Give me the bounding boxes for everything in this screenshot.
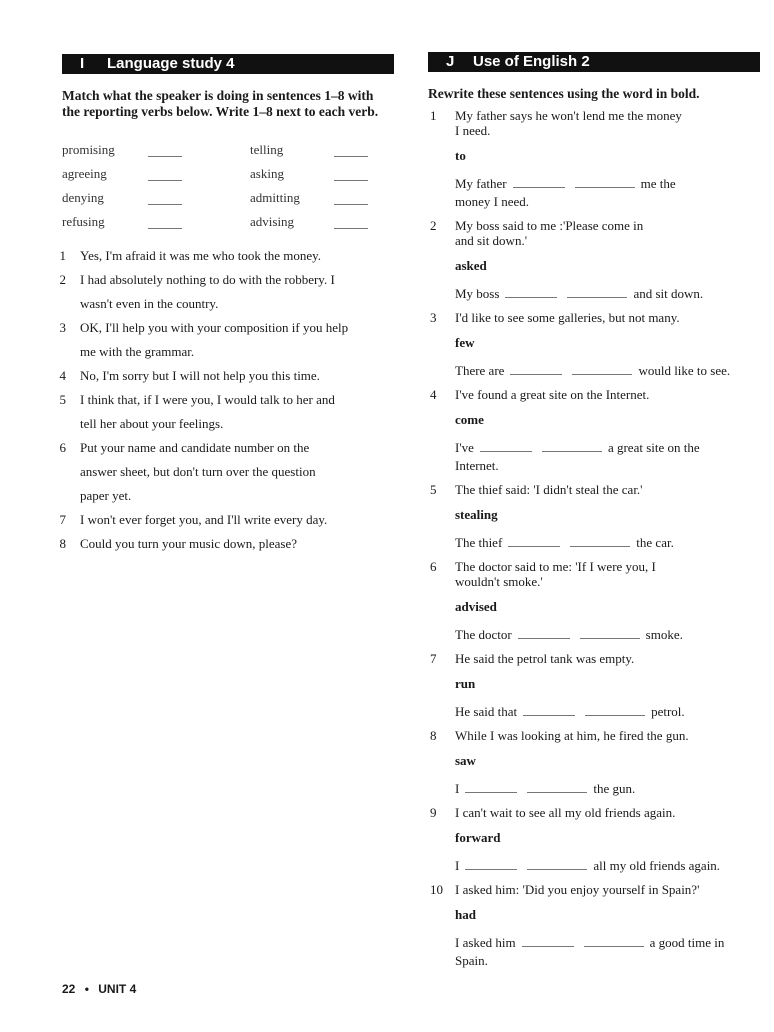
item-number: 6: [59, 440, 66, 455]
answer-blank[interactable]: [527, 782, 587, 793]
answer-start: I've: [455, 440, 474, 455]
answer-line: [455, 858, 755, 874]
answer-line: [455, 286, 755, 302]
answer-blank[interactable]: [510, 364, 562, 375]
item-number: 8: [59, 536, 66, 551]
sentence-line: I think that, if I were you, I would talk to her and: [80, 392, 335, 407]
answer-start: I asked him: [455, 935, 516, 950]
answer-start: My boss: [455, 286, 500, 301]
item-number: 2: [430, 218, 437, 233]
answer-line: [455, 363, 755, 379]
verb-answer-blank[interactable]: [148, 218, 182, 229]
original-sentence-line: wouldn't smoke.': [455, 574, 543, 589]
verb-answer-blank[interactable]: [334, 194, 368, 205]
sentence-line: tell her about your feelings.: [80, 416, 224, 431]
original-sentence-line: My boss said to me :'Please come in: [455, 218, 644, 233]
item-number: 1: [430, 108, 437, 123]
verb-answer-blank[interactable]: [334, 146, 368, 157]
section-title: Language study 4: [107, 55, 235, 72]
answer-blank[interactable]: [518, 628, 570, 639]
section-title: Use of English 2: [473, 53, 590, 70]
answer-end: a great site on the: [607, 440, 700, 455]
reporting-verb: denying: [62, 190, 104, 205]
answer-start: There are: [455, 363, 505, 378]
sentence-line: OK, I'll help you with your composition if you help: [80, 320, 349, 335]
answer-blank[interactable]: [575, 177, 635, 188]
keyword: had: [455, 907, 476, 922]
item-number: 4: [430, 387, 437, 402]
keyword: come: [455, 412, 484, 427]
original-sentence-line: My father says he won't lend me the money: [455, 108, 682, 123]
original-sentence-line: I can't wait to see all my old friends again.: [455, 805, 676, 820]
answer-end: the car.: [636, 535, 674, 550]
reporting-verb: advising: [250, 214, 295, 229]
reporting-verb: telling: [250, 142, 284, 157]
answer-start: He said that: [455, 704, 518, 719]
item-number: 10: [430, 882, 443, 897]
item-number: 6: [430, 559, 437, 574]
sentence-line: paper yet.: [80, 488, 132, 503]
item-number: 7: [59, 512, 66, 527]
answer-end: petrol.: [651, 704, 685, 719]
reporting-verb: admitting: [250, 190, 300, 205]
answer-end: me the: [640, 176, 676, 191]
original-sentence-line: I've found a great site on the Internet.: [455, 387, 650, 402]
left-instruction: Match what the speaker is doing in sentences 1–8 with the reporting verbs below. Write 1–8 next to each verb.: [62, 88, 379, 119]
answer-continuation: money I need.: [455, 194, 530, 209]
answer-line: [455, 781, 755, 797]
footer-bullet: •: [84, 982, 89, 996]
answer-blank[interactable]: [580, 628, 640, 639]
keyword: forward: [455, 830, 501, 845]
unit-label: UNIT 4: [98, 982, 137, 996]
keyword: asked: [455, 258, 487, 273]
item-number: 2: [59, 272, 66, 287]
sentence-line: No, I'm sorry but I will not help you this time.: [80, 368, 320, 383]
reporting-verb: promising: [62, 142, 115, 157]
sentence-line: Could you turn your music down, please?: [80, 536, 297, 551]
original-sentence-line: The doctor said to me: 'If I were you, I: [455, 559, 656, 574]
item-number: 9: [430, 805, 437, 820]
verb-answer-blank[interactable]: [334, 170, 368, 181]
answer-line: [455, 440, 755, 456]
verb-answer-blank[interactable]: [148, 146, 182, 157]
answer-continuation: Internet.: [455, 458, 499, 473]
answer-start: I: [455, 858, 460, 873]
original-sentence-line: I asked him: 'Did you enjoy yourself in Spain?': [455, 882, 700, 897]
answer-start: The doctor: [455, 627, 512, 642]
keyword: few: [455, 335, 475, 350]
answer-end: the gun.: [593, 781, 636, 796]
reporting-verb: agreeing: [62, 166, 107, 181]
sentence-line: answer sheet, but don't turn over the question: [80, 464, 316, 479]
verb-answer-blank[interactable]: [334, 218, 368, 229]
answer-blank[interactable]: [572, 364, 632, 375]
original-sentence-line: He said the petrol tank was empty.: [455, 651, 635, 666]
answer-blank[interactable]: [522, 936, 574, 947]
answer-line: [455, 704, 755, 720]
answer-start: The thief: [455, 535, 503, 550]
keyword: run: [455, 676, 476, 691]
answer-continuation: Spain.: [455, 953, 488, 968]
sentence-line: I won't ever forget you, and I'll write every day.: [80, 512, 328, 527]
item-number: 5: [59, 392, 66, 407]
answer-end: would like to see.: [638, 363, 731, 378]
answer-line: [455, 627, 755, 643]
answer-start: My father: [455, 176, 507, 191]
keyword: saw: [455, 753, 476, 768]
section-i-header: [62, 54, 394, 74]
answer-line: [455, 535, 755, 551]
sentence-line: Yes, I'm afraid it was me who took the money.: [80, 248, 322, 263]
keyword: stealing: [455, 507, 498, 522]
answer-blank[interactable]: [523, 705, 575, 716]
sentence-line: me with the grammar.: [80, 344, 195, 359]
original-sentence-line: I'd like to see some galleries, but not many.: [455, 310, 680, 325]
keyword: advised: [455, 599, 497, 614]
sentence-line: I had absolutely nothing to do with the robbery. I: [80, 272, 335, 287]
answer-blank[interactable]: [567, 287, 627, 298]
verb-answer-blank[interactable]: [148, 194, 182, 205]
sentence-line: Put your name and candidate number on the: [80, 440, 310, 455]
original-sentence-line: and sit down.': [455, 233, 528, 248]
answer-end: a good time in: [649, 935, 725, 950]
original-sentence-line: I need.: [455, 123, 491, 138]
page-number: 22: [62, 982, 76, 996]
answer-blank[interactable]: [505, 287, 557, 298]
answer-blank[interactable]: [570, 536, 630, 547]
item-number: 5: [430, 482, 437, 497]
item-number: 1: [59, 248, 66, 263]
reporting-verb: asking: [250, 166, 284, 181]
section-letter: I: [80, 55, 85, 72]
answer-blank[interactable]: [508, 536, 560, 547]
answer-blank[interactable]: [585, 705, 645, 716]
sentence-line: wasn't even in the country.: [80, 296, 219, 311]
section-j-header: [428, 52, 760, 72]
answer-blank[interactable]: [527, 859, 587, 870]
answer-end: all my old friends again.: [593, 858, 721, 873]
answer-blank[interactable]: [584, 936, 644, 947]
section-letter: J: [446, 53, 455, 70]
answer-blank[interactable]: [465, 859, 517, 870]
reporting-verb: refusing: [62, 214, 105, 229]
answer-blank[interactable]: [542, 441, 602, 452]
item-number: 7: [430, 651, 437, 666]
answer-blank[interactable]: [465, 782, 517, 793]
item-number: 3: [59, 320, 66, 335]
verb-answer-blank[interactable]: [148, 170, 182, 181]
answer-line: [455, 935, 755, 951]
answer-blank[interactable]: [513, 177, 565, 188]
page-footer: [62, 982, 136, 996]
answer-end: smoke.: [645, 627, 683, 642]
answer-blank[interactable]: [480, 441, 532, 452]
answer-end: and sit down.: [633, 286, 704, 301]
original-sentence-line: While I was looking at him, he fired the gun.: [455, 728, 689, 743]
item-number: 3: [430, 310, 437, 325]
item-number: 4: [59, 368, 66, 383]
right-instruction: Rewrite these sentences using the word in bold.: [428, 86, 700, 101]
keyword: to: [455, 148, 466, 163]
item-number: 8: [430, 728, 437, 743]
answer-line: [455, 176, 755, 192]
answer-start: I: [455, 781, 460, 796]
original-sentence-line: The thief said: 'I didn't steal the car.': [455, 482, 643, 497]
